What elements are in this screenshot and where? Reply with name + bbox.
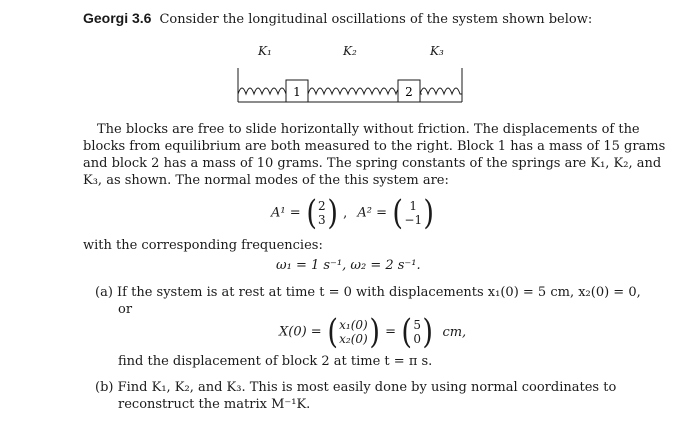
block-1-label: 1 — [293, 85, 301, 99]
body-line-4: K₃, as shown. The normal modes of the this system are: — [83, 173, 449, 188]
mode-a2-top: 1 — [409, 199, 418, 213]
mode-separator: , — [343, 205, 348, 221]
mode-a2-label: A² = — [357, 205, 387, 221]
part-a-line-1: (a) If the system is at rest at time t = 0 with displacements x₁(0) = 5 cm, x₂(0) = 0, — [95, 285, 641, 300]
spring-label-k2: K₂ — [343, 44, 357, 58]
mode-a1-top: 2 — [318, 199, 326, 213]
frequency-intro: with the corresponding frequencies: — [83, 238, 323, 253]
x1-zero: x₁(0) — [339, 318, 368, 332]
part-a-line-3: find the displacement of block 2 at time t = π s. — [118, 354, 433, 369]
mode-a1-bottom: 3 — [318, 213, 326, 227]
unit-cm: cm, — [442, 324, 467, 340]
x0-label: X(0) = — [279, 324, 322, 340]
body-line-3: and block 2 has a mass of 10 grams. The spring constants of the springs are K₁, K₂, and — [83, 156, 662, 171]
spring-mass-figure — [230, 62, 470, 108]
spring-3 — [420, 88, 462, 94]
value-top: 5 — [413, 318, 422, 332]
normal-modes-equation: A¹ = (2 3) , A² = ( 1 −1) — [271, 193, 435, 233]
part-a-line-2: or — [118, 302, 133, 317]
part-b-line-1: (b) Find K₁, K₂, and K₃. This is most easily done by using normal coordinates to — [95, 380, 617, 395]
problem-intro: Consider the longitudinal oscillations of the system shown below: — [159, 12, 593, 27]
part-b-line-2: reconstruct the matrix M⁻¹K. — [118, 397, 311, 412]
frequency-equation: ω₁ = 1 s⁻¹, ω₂ = 2 s⁻¹. — [276, 258, 421, 273]
equals-sign: = — [385, 324, 396, 340]
initial-condition-equation: X(0) = (x₁(0) x₂(0)) = (5 0) cm, — [279, 312, 467, 352]
body-line-1: The blocks are free to slide horizontally without friction. The displacements of the — [97, 122, 640, 137]
block-2-label: 2 — [405, 85, 413, 99]
spring-label-k3: K₃ — [430, 44, 444, 58]
spring-label-k1: K₁ — [258, 44, 272, 58]
body-line-2: blocks from equilibrium are both measured to the right. Block 1 has a mass of 15 grams — [83, 139, 666, 154]
mode-a1-label: A¹ = — [271, 205, 301, 221]
mode-a2-bottom: −1 — [404, 213, 423, 227]
x2-zero: x₂(0) — [339, 332, 368, 346]
value-bottom: 0 — [413, 332, 422, 346]
spring-1 — [238, 88, 290, 94]
problem-header — [83, 10, 592, 27]
problem-label: Georgi 3.6 — [83, 10, 152, 26]
